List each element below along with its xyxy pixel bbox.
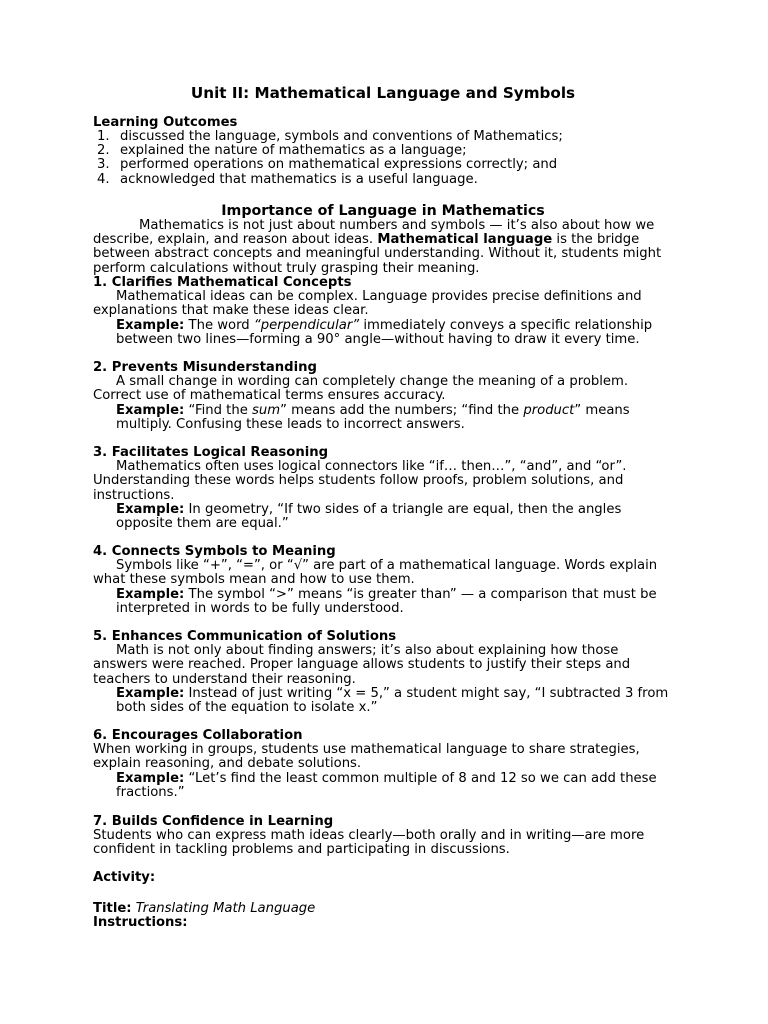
activity-title-label: Title: (93, 901, 132, 916)
example-block (93, 772, 673, 800)
subsection-body: Mathematical ideas can be complex. Language provides precise definitions and explanations that make these ideas clear. (93, 289, 642, 319)
activity-instructions-label: Instructions: (93, 915, 188, 930)
list-number: 3. (97, 157, 110, 173)
example-text: “Find the (188, 402, 248, 418)
list-item (93, 173, 563, 187)
example-block (93, 319, 673, 347)
list-text: performed operations on mathematical expressions correctly; and (120, 157, 558, 173)
example-block (93, 404, 673, 432)
intro-text: is the bridge between abstract concepts and meaningful understanding. Without it, students might perform calculations without truly grasping their meaning. (93, 232, 662, 276)
section-5 (93, 630, 673, 715)
section-2 (93, 361, 673, 432)
subsection-body: Mathematics often uses logical connectors like “if… then…”, “and”, and “or”. Understanding these words helps students follow proofs, problem solutions, and instructions. (93, 459, 627, 503)
list-number: 2. (97, 143, 110, 159)
example-text: ” means multiply. Confusing these leads to incorrect answers. (116, 402, 630, 432)
list-number: 4. (97, 171, 110, 187)
example-emphasis: “perpendicular” (253, 317, 360, 333)
list-number: 1. (97, 129, 110, 144)
example-label: Example: (116, 402, 185, 418)
intro-text: Mathematics is not just about numbers and symbols — it’s also about how we describe, explain, and reason about ideas. (93, 218, 655, 248)
list-item (93, 130, 563, 144)
section-4 (93, 545, 673, 616)
example-text: Instead of just writing “x = 5,” a student might say, “I subtracted 3 from both sides of the equation to isolate x.” (116, 685, 669, 716)
subsection-body: A small change in wording can completely change the meaning of a problem. Correct use of mathematical terms ensures accuracy. (93, 374, 629, 404)
subsection-body: Symbols like “+”, “=”, or “√” are part of a mathematical language. Words explain what these symbols mean and how to use them. (93, 558, 658, 588)
subsection-heading: 3. Facilitates Logical Reasoning (93, 445, 329, 460)
example-block (93, 503, 673, 531)
list-item (93, 158, 563, 172)
example-text: In geometry, “If two sides of a triangle are equal, then the angles opposite them are equal.” (116, 501, 622, 532)
list-text: acknowledged that mathematics is a useful language. (120, 171, 478, 187)
example-label: Example: (116, 317, 185, 333)
example-emphasis: sum (252, 402, 281, 418)
activity-title-value: Translating Math Language (135, 901, 316, 916)
subsection-body: When working in groups, students use mathematical language to share strategies, explain reasoning, and debate solutions. (93, 742, 640, 772)
intro-paragraph (93, 219, 673, 276)
example-label: Example: (116, 501, 185, 517)
example-text: The symbol “>” means “is greater than” — a comparison that must be interpreted in words to be fully understood. (116, 586, 657, 616)
list-text: explained the nature of mathematics as a language; (120, 143, 467, 159)
page-title: Unit II: Mathematical Language and Symbols (190, 84, 576, 102)
intro-bold-term: Mathematical language (377, 232, 553, 248)
example-text: “Let’s find the least common multiple of 8 and 12 so we can add these fractions.” (116, 770, 657, 800)
example-text: ” means add the numbers; “find the (280, 402, 520, 418)
section-1 (93, 276, 673, 347)
example-label: Example: (116, 770, 185, 786)
example-label: Example: (116, 586, 185, 602)
learning-outcomes-heading: Learning Outcomes (93, 115, 238, 130)
subsection-heading: 4. Connects Symbols to Meaning (93, 544, 336, 559)
example-text: immediately conveys a specific relationship between two lines—forming a 90° angle—without having to draw it every time. (116, 317, 653, 347)
activity-label: Activity: (93, 870, 156, 885)
list-item (93, 144, 563, 158)
subsection-heading: 2. Prevents Misunderstanding (93, 360, 317, 375)
learning-outcomes-list (93, 130, 563, 187)
subsection-body: Students who can express math ideas clearly—both orally and in writing—are more confident in tackling problems and participating in discussions. (93, 828, 645, 858)
section-heading: Importance of Language in Mathematics (221, 203, 545, 219)
subsection-heading: 1. Clarifies Mathematical Concepts (93, 275, 352, 290)
section-6 (93, 729, 673, 800)
example-label: Example: (116, 685, 185, 701)
example-emphasis: product (523, 402, 575, 418)
subsection-heading: 5. Enhances Communication of Solutions (93, 629, 397, 644)
example-block (93, 588, 673, 616)
example-block (93, 687, 673, 715)
section-7 (93, 815, 673, 858)
section-3 (93, 446, 673, 531)
list-text: discussed the language, symbols and conventions of Mathematics; (120, 129, 563, 144)
example-text: The word (188, 317, 250, 333)
subsection-heading: 6. Encourages Collaboration (93, 728, 303, 743)
subsection-heading: 7. Builds Confidence in Learning (93, 814, 334, 829)
subsection-body: Math is not only about finding answers; it’s also about explaining how those answers were reached. Proper language allows students to justify their steps and teachers to understand their reasoning. (93, 643, 631, 687)
